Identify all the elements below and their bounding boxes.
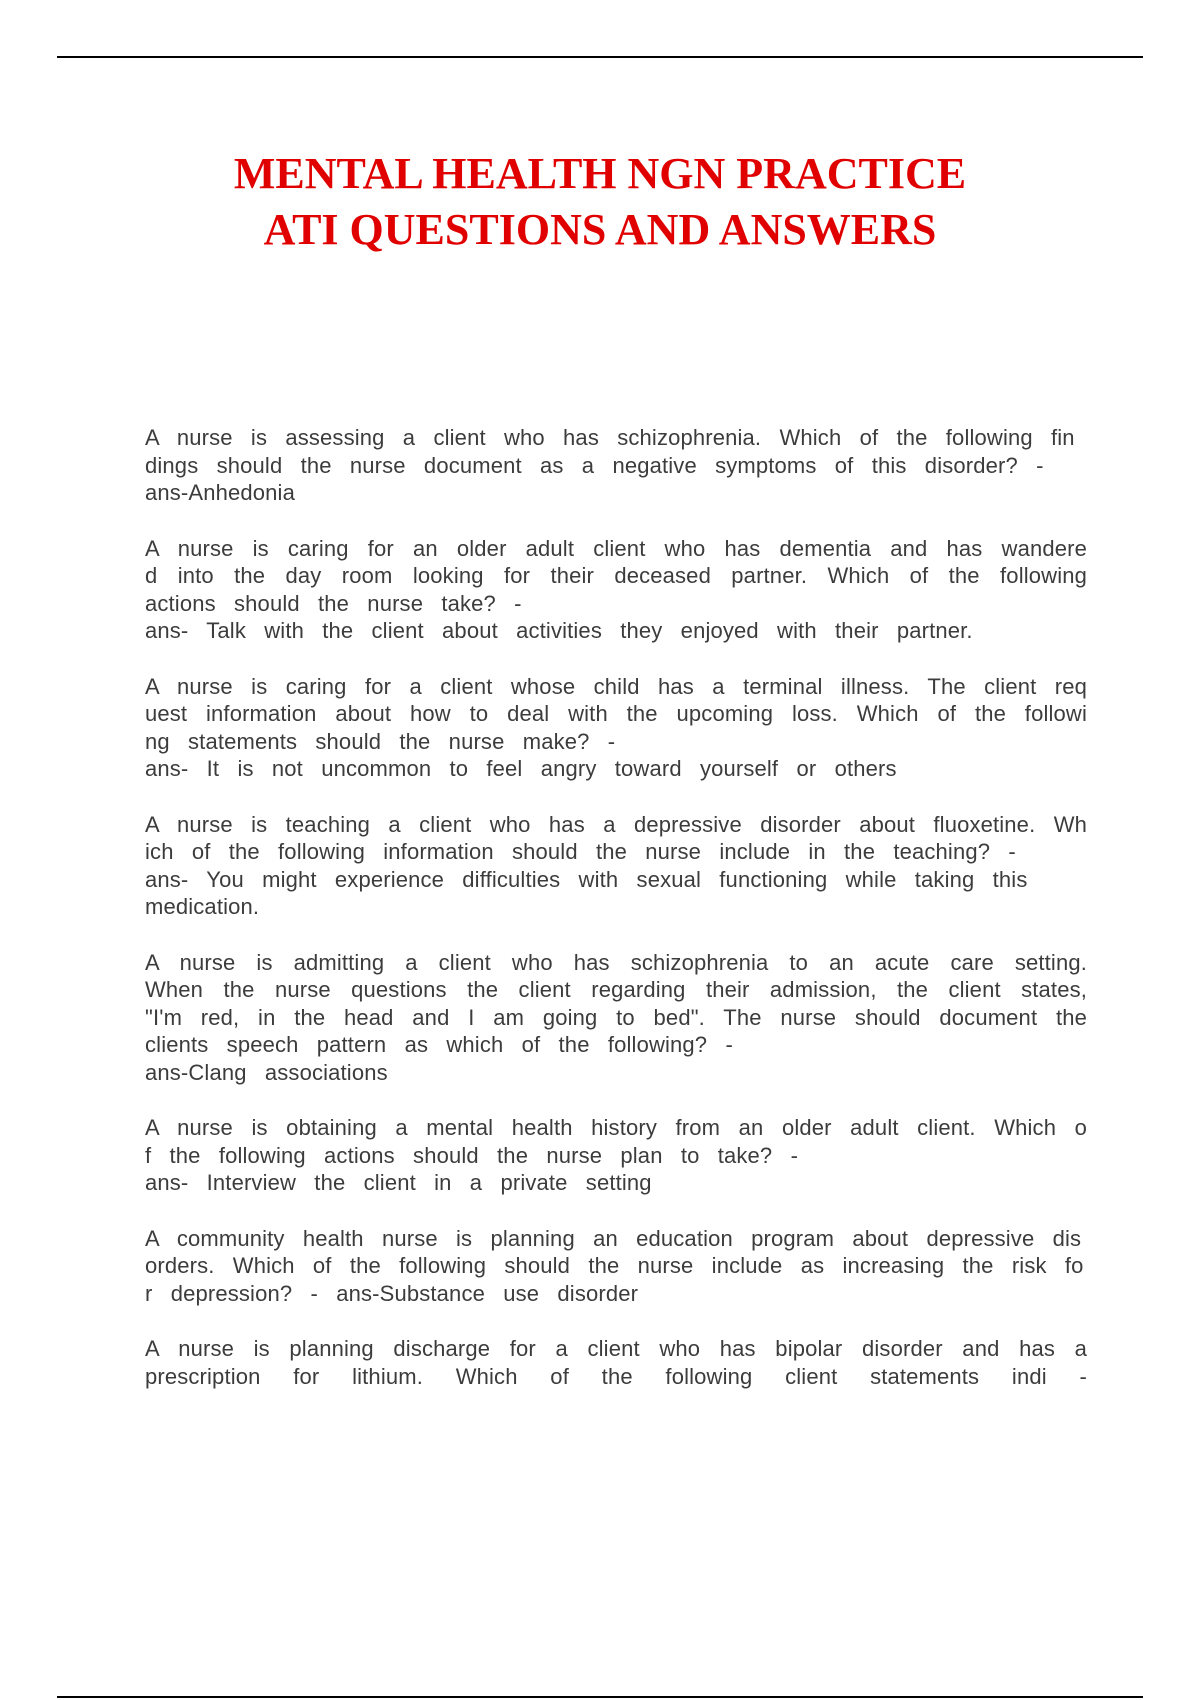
answer-text: ans-Anhedonia [145,480,295,505]
qa-item-7 [145,1225,1087,1308]
qa-item-6 [145,1114,1087,1197]
question-text: A community health nurse is planning an education program about depressive disorders. Which of the following should the nurse include as increasing the risk for depression? - [145,1226,1084,1306]
qa-item-2 [145,535,1087,645]
question-text-truncated: A nurse is planning discharge for a client who has bipolar disorder and has a prescription for lithium. Which of the following client statements indi - [145,1335,1087,1390]
title-line-1: MENTAL HEALTH NGN PRACTICE [233,149,967,198]
answer-text: ans- Interview the client in a private setting [145,1170,652,1195]
qa-item-5 [145,949,1087,1087]
answer-text: ans- It is not uncommon to feel angry toward yourself or others [145,756,897,781]
title-line-2: ATI QUESTIONS AND ANSWERS [263,205,937,254]
question-text: A nurse is admitting a client who has schizophrenia to an acute care setting. When the nurse questions the client regarding their admission, the client states, "I'm red, in the head and I am going to bed". The nurse should document the clients speech pattern as which of the following? - [145,949,1087,1059]
answer-text: ans- You might experience difficulties with sexual functioning while taking this medication. [145,866,1028,919]
header-rule [57,56,1143,58]
answer-text: ans-Clang associations [145,1059,388,1085]
qa-list [145,424,1087,1418]
qa-item-1 [145,424,1087,507]
question-text: A nurse is teaching a client who has a depressive disorder about fluoxetine. Which of the following information should the nurse include in the teaching? - [145,811,1087,866]
footer-rule [57,1696,1143,1698]
qa-item-3 [145,673,1087,783]
answer-text: ans- Talk with the client about activities they enjoyed with their partner. [145,618,973,643]
question-text: A nurse is caring for an older adult client who has dementia and has wandered into the day room looking for their deceased partner. Which of the following actions should the nurse take? - [145,535,1087,618]
qa-item-4 [145,811,1087,921]
question-text: A nurse is obtaining a mental health history from an older adult client. Which of the following actions should the nurse plan to take? - [145,1114,1087,1169]
qa-item-8 [145,1335,1087,1390]
answer-text: ans-Substance use disorder [336,1280,639,1306]
document-title [150,146,1050,258]
question-text: A nurse is caring for a client whose child has a terminal illness. The client request information about how to deal with the upcoming loss. Which of the following statements should the nurse make? - [145,673,1087,756]
question-text: A nurse is assessing a client who has schizophrenia. Which of the following findings should the nurse document as a negative symptoms of this disorder? - [145,425,1075,478]
